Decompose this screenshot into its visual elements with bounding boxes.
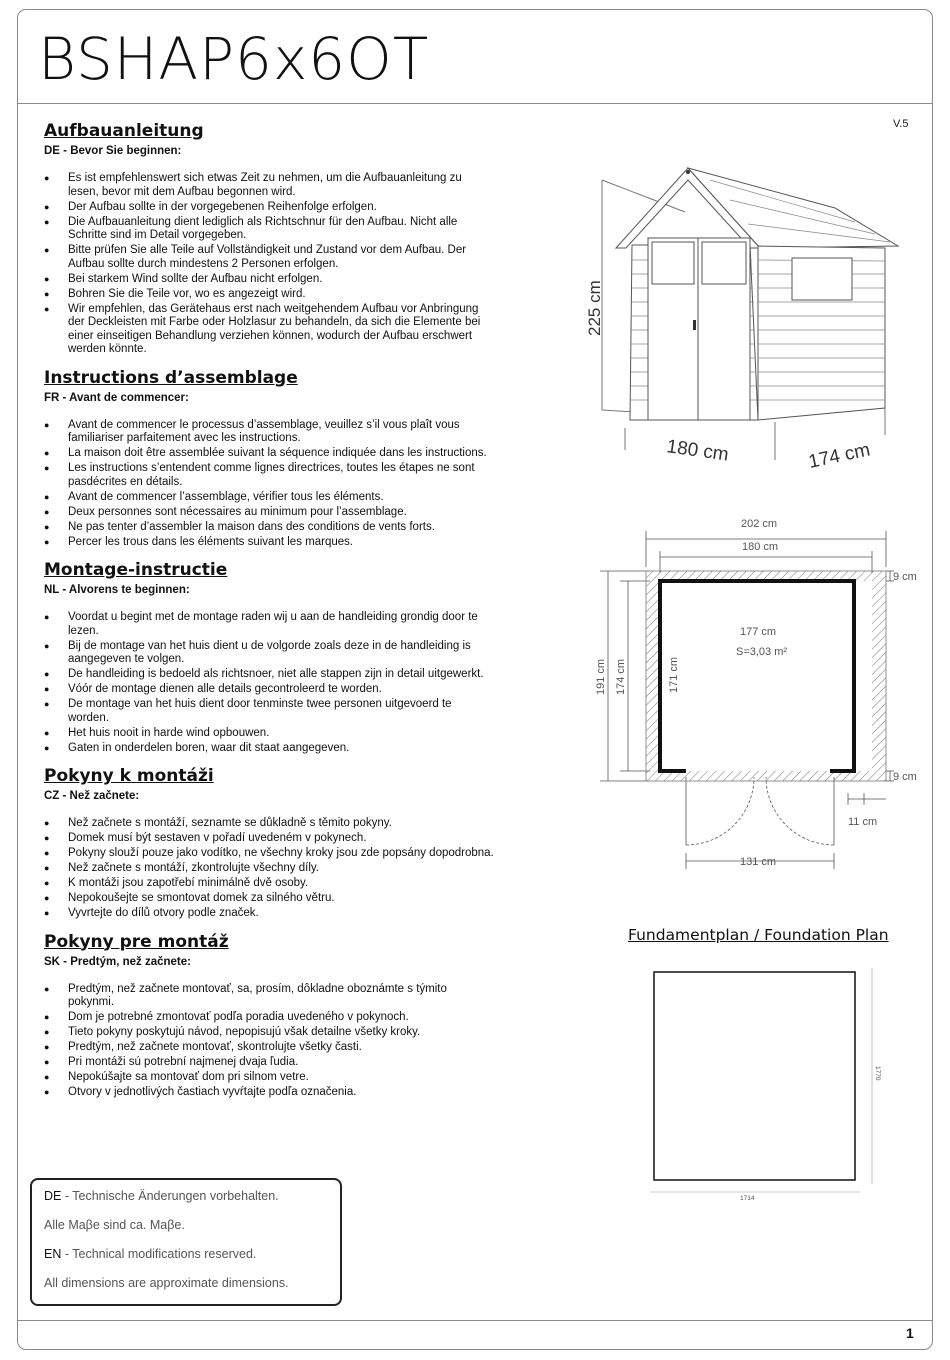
disclaimer-de-text: - Technische Änderungen vorbehalten. xyxy=(61,1189,279,1203)
plan-wall-top-label: 9 cm xyxy=(893,571,917,583)
section-subtitle: CZ - Než začnete: xyxy=(44,790,140,802)
section-subtitle: SK - Predtým, než začnete: xyxy=(44,955,191,968)
instruction-item: ● Die Aufbauanleitung dient lediglich als Richtschnur für den Aufbau. Nicht alle Schritte sind im Detail vorgegeben. xyxy=(44,216,494,243)
lang-code-de: DE xyxy=(44,1189,62,1203)
plan-wall-bottom-label: 9 cm xyxy=(893,771,917,783)
instruction-item: ● Ne pas tenter d’assembler la maison dans des conditions de vents forts. xyxy=(44,521,494,535)
disclaimer-box xyxy=(30,1178,342,1306)
instruction-list xyxy=(44,172,494,357)
instruction-item: ● K montáži jsou zapotřebí minimálně dvě osoby. xyxy=(44,877,494,891)
shed-depth-label: 174 cm xyxy=(806,439,872,473)
foundation-plan-title: Fundamentplan / Foundation Plan xyxy=(628,926,889,944)
instruction-item: ● Percer les trous dans les éléments suivant les marques. xyxy=(44,536,494,550)
version-label: V.5 xyxy=(893,118,909,130)
section-title: Pokyny pre montáž xyxy=(44,931,229,952)
instruction-item: ● Bohren Sie die Teile vor, wo es angezeigt wird. xyxy=(44,288,494,302)
instruction-item: ● Bitte prüfen Sie alle Teile auf Vollständigkeit und Zustand vor dem Aufbau. Der Aufbau sollte durch mindestens 2 Personen erfolgen. xyxy=(44,244,494,271)
instruction-section xyxy=(44,765,494,921)
section-subtitle: NL - Alvorens te beginnen: xyxy=(44,584,190,596)
instruction-item: ● Domek musí být sestaven v pořadí uvedeném v pokynech. xyxy=(44,832,494,846)
instruction-item: ● Wir empfehlen, das Gerätehaus erst nach weitgehendem Aufbau vor Anbringung der Deckleisten mit Farbe oder Holzlasur zu behandeln, da sich die Elemente bei einer einseitigen Behandlung verziehen können, wodurch der Aufbau erschwert werden könnte. xyxy=(44,303,494,357)
shed-perspective-drawing xyxy=(580,150,900,480)
shed-width-label: 180 cm xyxy=(665,436,730,466)
disclaimer-de xyxy=(44,1189,328,1203)
instruction-item: ● Voordat u begint met de montage raden wij u aan de handleiding grondig door te lezen. xyxy=(44,611,494,638)
instruction-section xyxy=(44,120,494,357)
section-subtitle: DE - Bevor Sie beginnen: xyxy=(44,145,182,157)
plan-door-width-label: 131 cm xyxy=(740,856,777,868)
dimensions-note-de: Alle Maβe sind ca. Maβe. xyxy=(44,1218,185,1232)
section-title: Montage-instructie xyxy=(44,560,228,580)
instruction-item: ● Nepokúšajte sa montovať dom pri silnom vetre. xyxy=(44,1071,494,1085)
instruction-item: ● Než začnete s montáží, zkontrolujte všechny díly. xyxy=(44,862,494,876)
instruction-item: ● Predtým, než začnete montovať, skontrolujte všetky časti. xyxy=(44,1041,494,1055)
instruction-section xyxy=(44,367,494,550)
section-title: Instructions d’assemblage xyxy=(44,367,298,388)
section-title: Pokyny k montáži xyxy=(44,766,214,786)
foundation-plan-drawing xyxy=(640,960,880,1210)
lang-code-en: EN xyxy=(44,1247,62,1261)
instruction-item: ● Het huis nooit in harde wind opbouwen. xyxy=(44,727,494,741)
plan-depth-label: 174 cm xyxy=(615,658,627,695)
instruction-list xyxy=(44,817,494,921)
instruction-item: ● De handleiding is bedoeld als richtsnoer, niet alle stappen zijn in detail uitgewerkt. xyxy=(44,668,494,682)
instruction-item: ● Nepokoušejte se smontovat domek za silného větru. xyxy=(44,892,494,906)
floor-plan-drawing xyxy=(590,515,925,875)
header-divider xyxy=(17,103,933,104)
instruction-item: ● Predtým, než začnete montovať, sa, prosím, dôkladne oboznámte s týmito pokynmi. xyxy=(44,983,494,1010)
section-title: Aufbauanleitung xyxy=(44,121,204,141)
instruction-item: ● Pokyny slouží pouze jako vodítko, ne všechny kroky jsou zde popsány dopodrobna. xyxy=(44,847,494,861)
page-number: 1 xyxy=(906,1325,914,1341)
instruction-item: ● La maison doit être assemblée suivant la séquence indiquée dans les instructions. xyxy=(44,447,494,461)
plan-width-label: 180 cm xyxy=(742,541,779,553)
instruction-item: ● Es ist empfehlenswert sich etwas Zeit zu nehmen, um die Aufbauanleitung zu lesen, bevor mit dem Aufbau begonnen wird. xyxy=(44,172,494,199)
instruction-item: ● De montage van het huis dient door tenminste twee personen uitgevoerd te worden. xyxy=(44,698,494,725)
instruction-item: ● Pri montáži sú potrební najmenej dvaja ľudia. xyxy=(44,1056,494,1070)
instruction-list xyxy=(44,983,494,1100)
instruction-item: ● Les instructions s’entendent comme lignes directrices, toutes les étapes ne sont pasdécrites en détails. xyxy=(44,462,494,489)
instruction-sections xyxy=(44,120,494,1101)
plan-inner-depth-label: 171 cm xyxy=(668,656,680,693)
instruction-list xyxy=(44,419,494,550)
instruction-item: ● Vyvrtejte do dílů otvory podle značek. xyxy=(44,907,494,921)
instruction-list xyxy=(44,611,494,755)
disclaimer-en xyxy=(44,1247,328,1261)
instruction-item: ● Deux personnes sont nécessaires au minimum pour l’assemblage. xyxy=(44,506,494,520)
plan-area-label: S=3,03 m² xyxy=(736,646,788,658)
shed-height-label: 225 cm xyxy=(585,280,604,336)
instruction-section xyxy=(44,559,494,755)
instruction-item: ● Bij de montage van het huis dient u de volgorde zoals deze in de handleiding is aangegeven te volgen. xyxy=(44,640,494,667)
instruction-item: ● Avant de commencer l’assemblage, vérifier tous les éléments. xyxy=(44,491,494,505)
plan-inner-width-label: 177 cm xyxy=(740,626,777,638)
footer-divider xyxy=(17,1320,933,1321)
product-code-title: BSHAP6x6OT xyxy=(38,25,430,93)
instruction-item: ● Bei starkem Wind sollte der Aufbau nicht erfolgen. xyxy=(44,273,494,287)
disclaimer-en-text: - Technical modifications reserved. xyxy=(61,1247,257,1261)
instruction-section xyxy=(44,931,494,1100)
plan-outer-depth-label: 191 cm xyxy=(595,658,607,695)
instruction-item: ● Než začnete s montáží, seznamte se důkladně s těmito pokyny. xyxy=(44,817,494,831)
instruction-item: ● Der Aufbau sollte in der vorgegebenen Reihenfolge erfolgen. xyxy=(44,201,494,215)
instruction-item: ● Gaten in onderdelen boren, waar dit staat aangegeven. xyxy=(44,742,494,756)
foundation-depth-label: 1770 xyxy=(874,1066,881,1081)
foundation-width-label: 1714 xyxy=(740,1195,755,1202)
instruction-item: ● Vóór de montage dienen alle details gecontroleerd te worden. xyxy=(44,683,494,697)
section-subtitle: FR - Avant de commencer: xyxy=(44,391,189,404)
instruction-item: ● Tieto pokyny poskytujú návod, nepopisujú však detailne všetky kroky. xyxy=(44,1026,494,1040)
instruction-item: ● Otvory v jednotlivých častiach vyvŕtajte podľa označenia. xyxy=(44,1086,494,1100)
plan-door-offset-label: 11 cm xyxy=(848,816,878,828)
instruction-item: ● Avant de commencer le processus d’assemblage, veuillez s’il vous plaît vous familiariser parfaitement avec les instructions. xyxy=(44,419,494,446)
instruction-item: ● Dom je potrebné zmontovať podľa poradia uvedeného v pokynoch. xyxy=(44,1011,494,1025)
plan-outer-width-label: 202 cm xyxy=(741,518,778,530)
dimensions-note-en: All dimensions are approximate dimensions. xyxy=(44,1276,289,1290)
